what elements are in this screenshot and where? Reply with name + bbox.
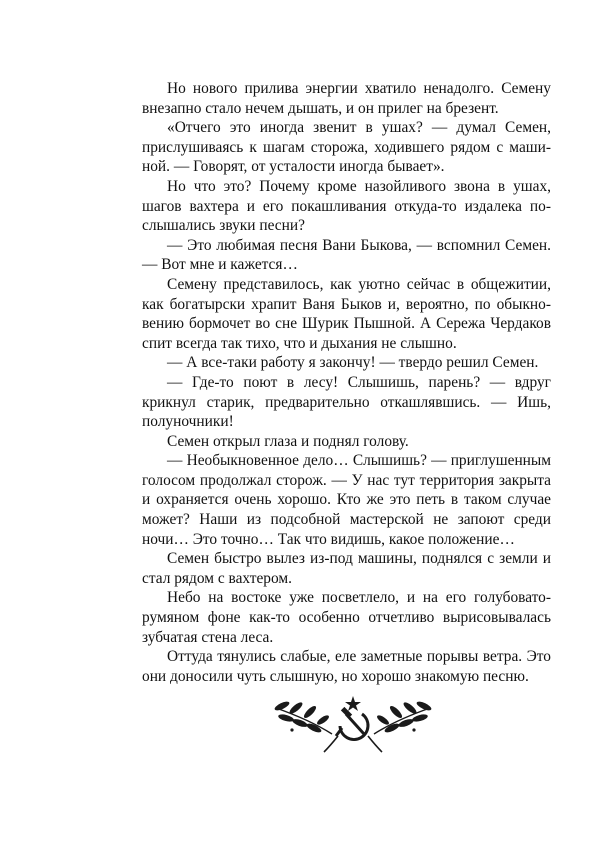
paragraph-7: — Где-то поют в лесу! Слышишь, парень? — вдруг крикнул старик, предварительно откашлявшись. — Ишь, полуночники! — [142, 373, 551, 431]
body-text — [142, 79, 551, 686]
paragraph-5: Семену представилось, как уютно сейчас в общежитии, как богатырски храпит Ваня Быков и, вероятно, по обыкновению бормочет во сне Шурик Пышной. А Сережа Чердаков спит всегда так тихо, что и дыхания не слышно. — [142, 275, 551, 352]
paragraph-12: Оттуда тянулись слабые, еле заметные порывы ветра. Это они доносили чуть слышную, но хорошо знакомую песню. — [142, 648, 551, 685]
paragraph-11: Небо на востоке уже посветлело, и на его голубовато-румяном фоне как-то особенно отчетливо вырисовывалась зубчатая стена леса. — [142, 589, 551, 646]
paragraph-4: — Это любимая песня Вани Быкова, — вспомнил Семен. — Вот мне и кажется… — [142, 236, 551, 274]
paragraph-3: Но что это? Почему кроме назойливого звона в ушах, шагов вахтера и его покашливания откуда-то издалека послышались звуки песни? — [142, 177, 551, 235]
paragraph-6: — А все-таки работу я закончу! — твердо решил Семен. — [167, 354, 539, 372]
paragraph-8: Семен открыл глаза и поднял голову. — [167, 432, 409, 450]
paragraph-2: «Отчего это иногда звенит в ушах? — думал Семен, прислушиваясь к шагам сторожа, ходившего рядом с машиной. — Говорят, от усталости иногда бывает». — [142, 119, 551, 176]
paragraph-1: Но нового прилива энергии хватило ненадолго. Семену внезапно стало нечем дышать, и он прилег на брезент. — [142, 80, 551, 117]
paragraph-10: Семен быстро вылез из-под машины, поднялся с земли и стал рядом с вахтером. — [142, 550, 551, 587]
hammer-sickle-laurel-ornament-icon — [270, 690, 436, 756]
paragraph-9: — Необыкновенное дело… Слышишь? — приглушенным голосом продолжал сторож. — У нас тут территория закрыта и охраняется очень хорошо. Кто же это петь в таком случае может? Наши из подсобной мастерской не запоют среди ночи… Это точно… Так что видишь, какое положение… — [142, 452, 551, 548]
